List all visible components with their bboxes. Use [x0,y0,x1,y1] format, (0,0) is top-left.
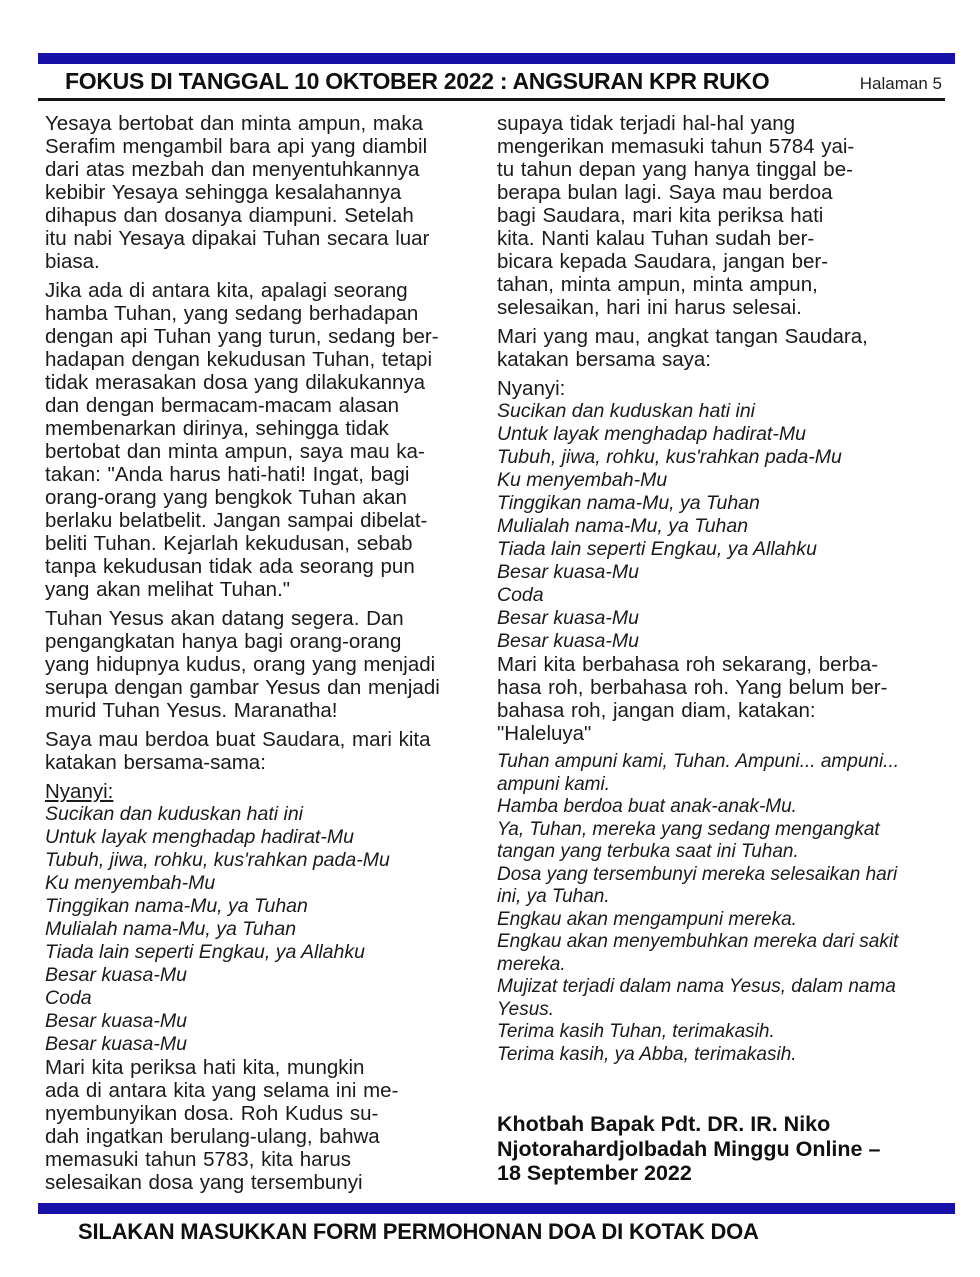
text-line: bicara kepada Saudara, jangan ber- [497,250,829,273]
text-line: Nyanyi: [497,377,566,400]
text-line: Tiada lain seperti Engkau, ya Allahku [497,538,817,560]
text-line: orang-orang yang bengkok Tuhan akan [45,486,407,509]
text-line: "Haleluya" [497,722,592,745]
text-line: bagi Saudara, mari kita periksa hati [497,204,824,227]
text-line: beliti Tuhan. Kejarlah kekudusan, sebab [45,532,413,555]
text-line: kita. Nanti kalau Tuhan sudah ber- [497,227,815,250]
text-line: takan: "Anda harus hati-hati! Ingat, bagi [45,463,410,486]
song-lyrics [45,803,493,1056]
text-line: supaya tidak terjadi hal-hal yang [497,112,796,135]
header-accent-bar [38,53,955,64]
text-line: Besar kuasa-Mu [497,561,639,583]
text-line: selesaikan, hari ini harus selesai. [497,296,802,319]
text-line: Besar kuasa-Mu [45,1010,187,1032]
text-line: katakan bersama saya: [497,348,711,371]
text-line: ada di antara kita yang selama ini me- [45,1079,399,1102]
text-line: Khotbah Bapak Pdt. DR. IR. Niko [497,1112,831,1136]
text-line: Besar kuasa-Mu [45,1033,187,1055]
text-line: Mulialah nama-Mu, ya Tuhan [45,918,297,940]
text-line: Yesus. [497,998,555,1020]
text-line: tu tahun depan yang hanya tinggal be- [497,158,853,181]
text-line: dihapus dan dosanya diampuni. Setelah [45,204,414,227]
text-line: Untuk layak menghadap hadirat-Mu [497,423,806,445]
text-line: Besar kuasa-Mu [497,607,639,629]
text-line: dari atas mezbah dan menyentuhkannya [45,158,420,181]
text-line: ini, ya Tuhan. [497,886,610,907]
right-column [497,112,950,1200]
text-line: Besar kuasa-Mu [45,964,187,986]
header-rule [38,98,945,101]
text-line: Mujizat terjadi dalam nama Yesus, dalam nama [497,976,896,997]
text-line: Terima kasih, ya Abba, terimakasih. [497,1043,797,1065]
text-line: pengangkatan hanya bagi orang-orang [45,630,402,653]
left-column [45,112,493,1200]
text-line: Ku menyembah-Mu [45,872,216,894]
paragraph [45,279,493,601]
text-line: Jika ada di antara kita, apalagi seorang [45,279,408,302]
text-line: 18 September 2022 [497,1161,692,1185]
text-line: Dosa yang tersembunyi mereka selesaikan hari [497,863,898,885]
text-line: tahan, minta ampun, minta ampun, [497,273,818,296]
paragraph [45,112,493,273]
page-header [38,64,948,98]
text-line: Engkau akan mengampuni mereka. [497,908,797,930]
text-line: tangan yang terbuka saat ini Tuhan. [497,841,799,862]
text-line: Sucikan dan kuduskan hati ini [45,803,304,825]
page-title: FOKUS DI TANGGAL 10 OKTOBER 2022 : ANGSURAN KPR RUKO [65,68,770,94]
text-line: murid Tuhan Yesus. Maranatha! [45,699,338,722]
text-line: itu nabi Yesaya dipakai Tuhan secara luar [45,227,430,250]
paragraph [497,653,950,745]
text-line: Besar kuasa-Mu [497,630,639,652]
text-line: dengan api Tuhan yang turun, sedang ber- [45,325,439,348]
text-line: bahasa roh, jangan diam, katakan: [497,699,816,722]
song-lyrics [497,400,950,653]
sermon-credit [497,1112,950,1186]
text-line: hadapan dengan kekudusan Tuhan, tetapi [45,348,432,371]
nyanyi-label [45,780,493,803]
text-line: Yesaya bertobat dan minta ampun, maka [45,112,424,135]
text-line: katakan bersama-sama: [45,751,266,774]
text-line: berapa bulan lagi. Saya mau berdoa [497,181,833,204]
text-line: yang akan melihat Tuhan." [45,578,291,601]
text-line: ampuni kami. [497,773,610,795]
text-line: nyembunyikan dosa. Roh Kudus su- [45,1102,379,1125]
text-line: berlaku belatbelit. Jangan sampai dibelat- [45,509,428,532]
text-line: membenarkan dirinya, sehingga tidak [45,417,389,440]
paragraph [497,112,950,319]
footer-text: SILAKAN MASUKKAN FORM PERMOHONAN DOA DI KOTAK DOA [78,1219,759,1244]
text-line: Tinggikan nama-Mu, ya Tuhan [497,492,760,514]
text-line: dah ingatkan berulang-ulang, bahwa [45,1125,380,1148]
text-line: Coda [497,584,544,606]
text-line: Coda [45,987,92,1009]
text-line: Saya mau berdoa buat Saudara, mari kita [45,728,431,751]
prayer-lines [497,751,950,1066]
text-line: hamba Tuhan, yang sedang berhadapan [45,302,419,325]
text-line: serupa dengan gambar Yesus dan menjadi [45,676,440,699]
text-line: Ku menyembah-Mu [497,469,668,491]
text-line: tidak merasakan dosa yang dilakukannya [45,371,426,394]
nyanyi-label [497,377,950,400]
text-line: Tubuh, jiwa, rohku, kus'rahkan pada-Mu [497,446,842,468]
text-line: Sucikan dan kuduskan hati ini [497,400,756,422]
text-line: mereka. [497,953,566,975]
text-line: Hamba berdoa buat anak-anak-Mu. [497,796,797,817]
text-line: Mari kita periksa hati kita, mungkin [45,1056,365,1079]
text-line: Tinggikan nama-Mu, ya Tuhan [45,895,308,917]
text-line: Engkau akan menyembuhkan mereka dari sakit [497,931,899,952]
text-line: tanpa kekudusan tidak ada seorang pun [45,555,415,578]
text-line: Mari yang mau, angkat tangan Saudara, [497,325,868,348]
paragraph [45,728,493,774]
page-number: Halaman 5 [859,74,942,93]
text-line: selesaikan dosa yang tersembunyi [45,1171,363,1194]
text-line: dan dengan bermacam-macam alasan [45,394,399,417]
text-line: mengerikan memasuki tahun 5784 yai- [497,135,855,158]
text-line: biasa. [45,250,100,273]
text-line: Tuhan Yesus akan datang segera. Dan [45,607,404,630]
text-line: kebibir Yesaya sehingga kesalahannya [45,181,402,204]
text-line: Mulialah nama-Mu, ya Tuhan [497,515,749,537]
text-line: Ya, Tuhan, mereka yang sedang mengangkat [497,818,880,840]
text-line: Terima kasih Tuhan, terimakasih. [497,1021,775,1042]
text-line: memasuki tahun 5783, kita harus [45,1148,351,1171]
text-line: yang hidupnya kudus, orang yang menjadi [45,653,436,676]
text-line: Untuk layak menghadap hadirat-Mu [45,826,354,848]
paragraph [45,607,493,722]
text-line: Tiada lain seperti Engkau, ya Allahku [45,941,365,963]
text-line: Tubuh, jiwa, rohku, kus'rahkan pada-Mu [45,849,390,871]
text-line: Mari kita berbahasa roh sekarang, berba- [497,653,879,676]
paragraph [45,1056,493,1194]
paragraph [497,325,950,371]
article-columns [45,112,950,1200]
footer-accent-bar [38,1203,955,1214]
text-line: Tuhan ampuni kami, Tuhan. Ampuni... ampuni... [497,751,900,772]
text-line: bertobat dan minta ampun, saya mau ka- [45,440,425,463]
text-line: hasa roh, berbahasa roh. Yang belum ber- [497,676,888,699]
text-line: Nyanyi: [45,780,114,803]
text-line: NjotorahardjoIbadah Minggu Online – [497,1136,881,1161]
text-line: Serafim mengambil bara api yang diambil [45,135,428,158]
